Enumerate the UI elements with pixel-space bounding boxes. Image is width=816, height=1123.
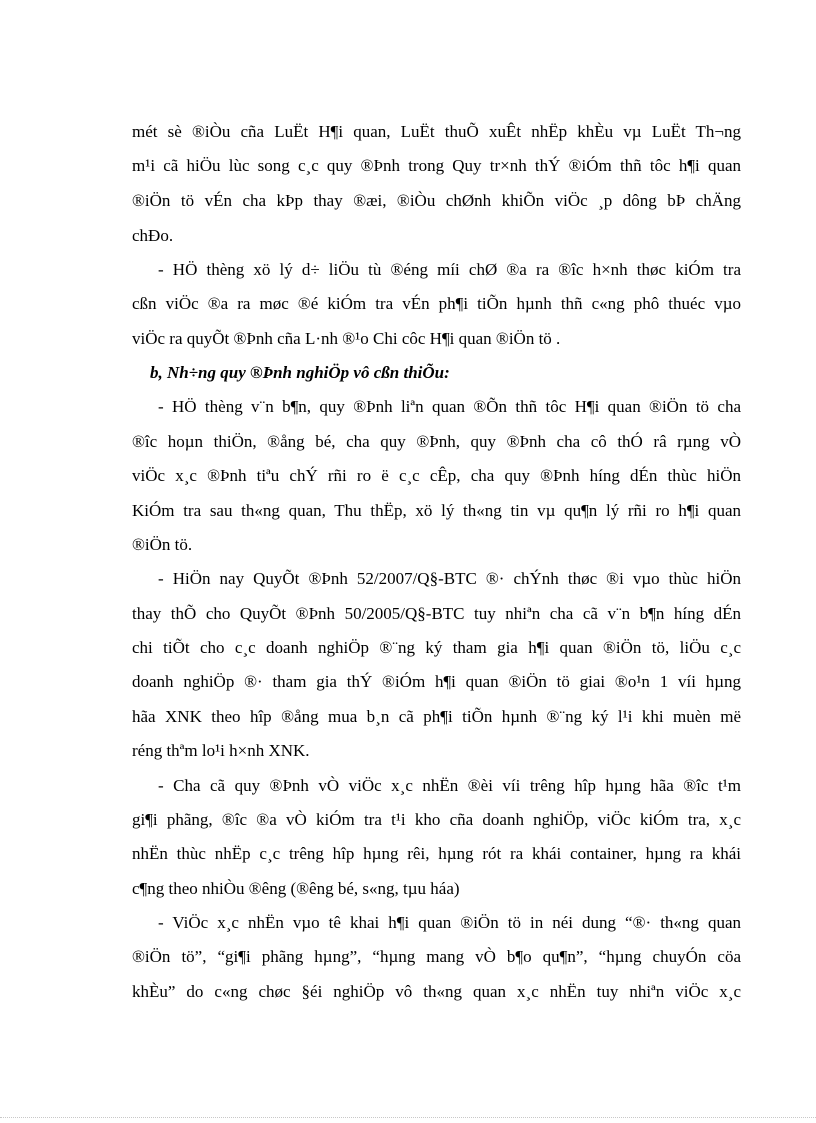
text-line: chÐo.: [132, 226, 174, 245]
text-line: m¹i cã hiÖu lùc song c¸c quy ®Þnh trong Quy tr×nh thÝ ®iÓm thñ tôc h¶i quan: [132, 156, 741, 175]
text-line: thay thÕ cho QuyÕt ®Þnh 50/2005/Q§-BTC tuy nhiªn cha cã v¨n b¶n híng dÉn: [132, 604, 741, 623]
text-line: chi tiÕt cho c¸c doanh nghiÖp ®¨ng ký tham gia h¶i quan ®iÖn tö, liÖu c¸c: [132, 638, 741, 657]
text-line: KiÓm tra sau th«ng quan, Thu thËp, xö lý th«ng tin vµ qu¶n lý rñi ro h¶i quan: [132, 501, 741, 520]
text-line: ®îc hoµn thiÖn, ®ång bé, cha quy ®Þnh, quy ®Þnh cha cô thÓ râ rµng vÒ: [132, 432, 741, 451]
text-line: - Cha cã quy ®Þnh vÒ viÖc x¸c nhËn ®èi víi trêng hîp hµng hãa ®îc t¹m: [158, 776, 741, 795]
page-bottom-rule: [0, 1117, 816, 1118]
text-line: ®iÖn tö vÉn cha kÞp thay ®æi, ®iÒu chØnh khiÕn viÖc ¸p dông bÞ chÄng: [132, 191, 741, 210]
text-line: khÈu” do c«ng chøc §éi nghiÖp vô th«ng quan x¸c nhËn tuy nhiªn viÖc x¸c: [132, 982, 741, 1001]
text-line: gi¶i phãng, ®îc ®a vÒ kiÓm tra t¹i kho cña doanh nghiÖp, viÖc kiÓm tra, x¸c: [132, 810, 741, 829]
text-line: - HiÖn nay QuyÕt ®Þnh 52/2007/Q§-BTC ®· chÝnh thøc ®i vµo thùc hiÖn: [158, 569, 741, 588]
text-line: nhËn thùc nhËp c¸c trêng hîp hµng rêi, hµng rót ra khái container, hµng ra khái: [132, 844, 741, 863]
text-line: viÖc x¸c ®Þnh tiªu chÝ rñi ro ë c¸c cÊp, cha quy ®Þnh híng dÉn thùc hiÖn: [132, 466, 741, 485]
text-line: doanh nghiÖp ®· tham gia thÝ ®iÓm h¶i quan ®iÖn tö giai ®o¹n 1 víi hµng: [132, 672, 741, 691]
text-line: viÖc ra quyÕt ®Þnh cña L·nh ®¹o Chi côc H¶i quan ®iÖn tö .: [132, 329, 561, 348]
text-line: - ViÖc x¸c nhËn vµo tê khai h¶i quan ®iÖn tö in néi dung “®· th«ng quan: [158, 913, 741, 932]
text-line: c¶ng theo nhiÒu ®êng (®êng bé, s«ng, tµu háa): [132, 879, 460, 898]
text-line: réng thªm lo¹i h×nh XNK.: [132, 741, 310, 760]
text-line: - HÖ thèng v¨n b¶n, quy ®Þnh liªn quan ®Õn thñ tôc H¶i quan ®iÖn tö cha: [158, 397, 741, 416]
text-line: ®iÖn tö.: [132, 535, 193, 554]
section-heading: b, Nh÷ng quy ®Þnh nghiÖp vô cßn thiÕu:: [150, 363, 450, 382]
text-line: mét sè ®iÒu cña LuËt H¶i quan, LuËt thuÕ xuÊt nhËp khÈu vµ LuËt Th¬ng: [132, 122, 741, 141]
text-line: - HÖ thèng xö lý d÷ liÖu tù ®éng míi chØ ®a ra ®îc h×nh thøc kiÓm tra: [158, 260, 741, 279]
text-line: hãa XNK theo hîp ®ång mua b¸n cã ph¶i tiÕn hµnh ®¨ng ký l¹i khi muèn më: [132, 707, 741, 726]
text-line: cßn viÖc ®a ra møc ®é kiÓm tra vÉn ph¶i tiÕn hµnh thñ c«ng phô thuéc vµo: [132, 294, 741, 313]
text-line: ®iÖn tö”, “gi¶i phãng hµng”, “hµng mang vÒ b¶o qu¶n”, “hµng chuyÓn cöa: [132, 947, 741, 966]
